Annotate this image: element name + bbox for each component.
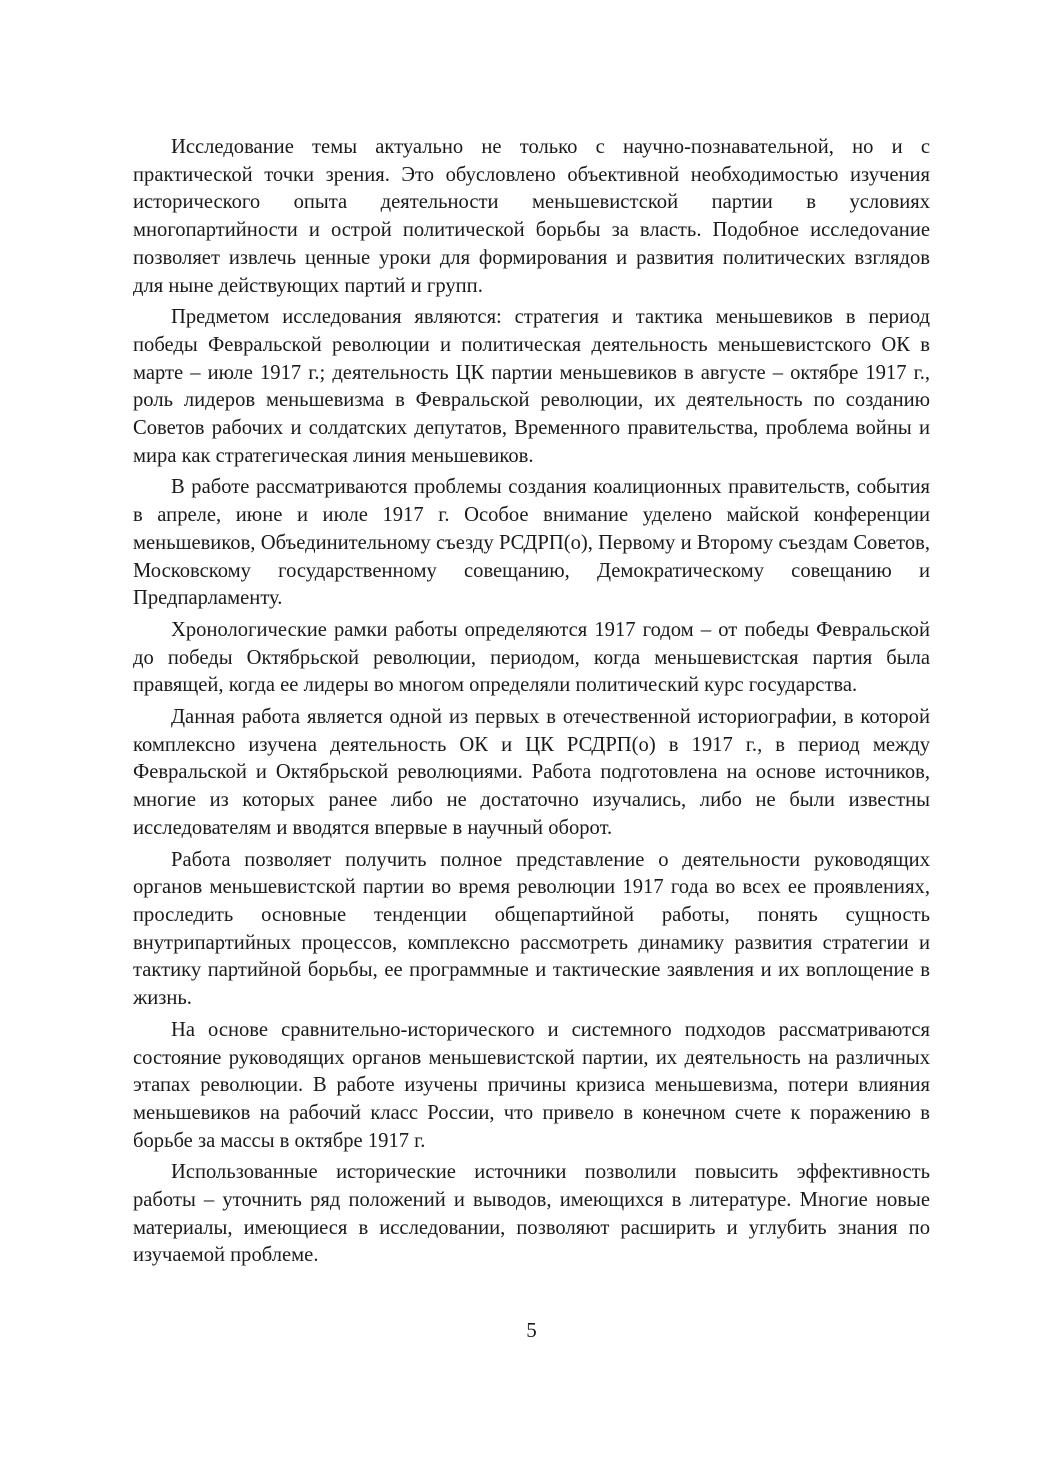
paragraph: Данная работа является одной из первых в отечественной историографии, в которой комплексно изучена деятельность ОК и ЦК РСДРП(о) в 1917 г., в период между Февральской и Октябрьской революциями. Работа подготовлена на основе источников, многие из которых ранее либо не достаточно изучались, либо не были известны исследователям и вводятся впервые в научный оборот. [133, 706, 930, 839]
page-number: 5 [526, 1318, 537, 1342]
paragraph: Хронологические рамки работы определяются 1917 годом – от победы Февральской до победы Октябрьской революции, периодом, когда меньшевистская партия была правящей, когда ее лидеры во многом определяли политический курс государства. [133, 618, 930, 697]
paragraph: На основе сравнительно-исторического и системного подходов рассматриваются состояние руководящих органов меньшевистской партии, их деятельность на различных этапах революции. В работе изучены причины кризиса меньшевизма, потери влияния меньшевиков на рабочий класс России, что привело в конечном счете к поражению в борьбе за массы в октябре 1917 г. [133, 1018, 930, 1152]
body-text [133, 134, 930, 1274]
paragraph: В работе рассматриваются проблемы создания коалиционных правительств, события в апреле, июне и июле 1917 г. Особое внимание уделено майской конференции меньшевиков, Объединительному съезду РСДРП(о), Первому и Второму съездам Советов, Московскому государственному совещанию, Демократическому совещанию и Предпарламенту. [133, 476, 930, 610]
paragraph: Исследование темы актуально не только с научно-познавательной, но и с практической точки зрения. Это обусловлено объективной необходимостью изучения исторического опыта деятельности меньшевистской партии в условиях многопартийности и острой политической борьбы за власть. Подобное исследоvание позволяет извлечь ценные уроки для формирования и развития политических взглядов для ныне действующих партий и групп. [133, 136, 930, 297]
paragraph: Предметом исследования являются: стратегия и тактика меньшевиков в период победы Февральской революции и политическая деятельность меньшевистского ОК в марте – июле 1917 г.; деятельность ЦК партии меньшевиков в августе – октябре 1917 г., роль лидеров меньшевизма в Февральской революции, их деятельность по созданию Советов рабочих и солдатских депутатов, Временного правительства, проблема войны и мира как стратегическая линия меньшевиков. [133, 306, 930, 467]
paragraph: Работа позволяет получить полное представление о деятельности руководящих органов меньшевистской партии во время революции 1917 года во всех ее проявлениях, проследить основные тенденции общепартийной работы, понять сущность внутрипартийных процессов, комплексно рассмотреть динамику развития стратегии и тактику партийной борьбы, ее программные и тактические заявления и их воплощение в жизнь. [133, 848, 930, 1010]
paragraph: Использованные исторические источники позволили повысить эффективность работы – уточнить ряд положений и выводов, имеющихся в литературе. Многие новые материалы, имеющиеся в исследовании, позволяют расширить и углубить знания по изучаемой проблеме. [133, 1161, 930, 1267]
